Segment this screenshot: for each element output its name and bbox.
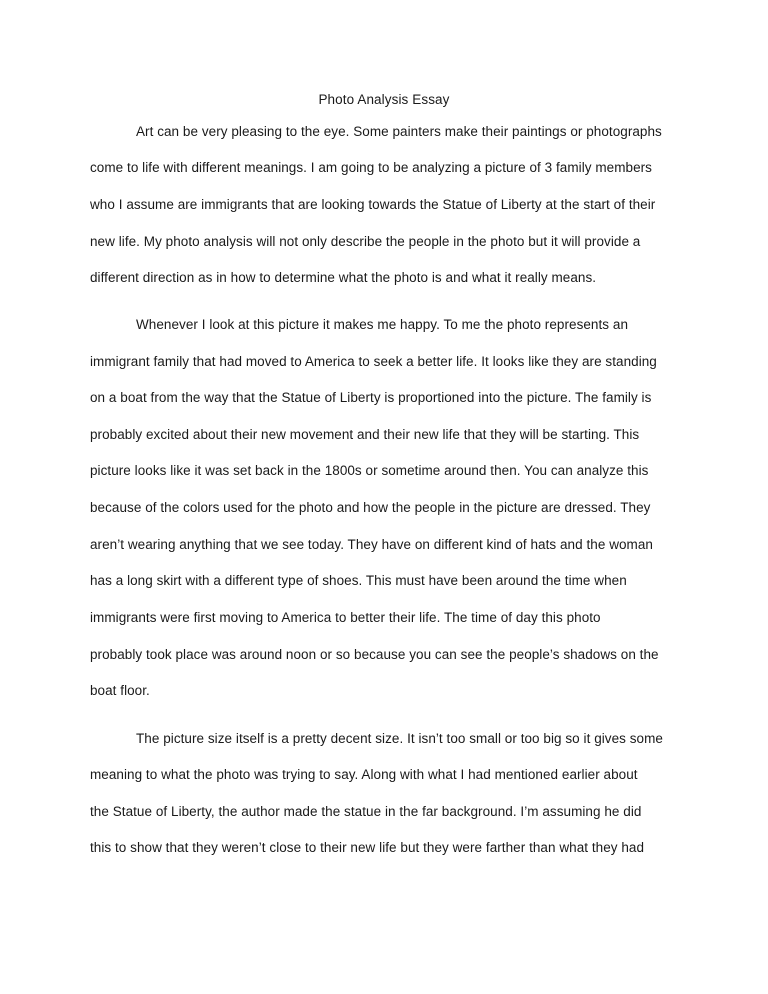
- paragraph-1-line-3: who I assume are immigrants that are looking towards the Statue of Liberty at the start of their: [90, 197, 656, 212]
- paragraph-1-line-2: come to life with different meanings. I am going to be analyzing a picture of 3 family members: [90, 160, 652, 175]
- paragraph-2-line-3: on a boat from the way that the Statue of Liberty is proportioned into the picture. The family is: [90, 390, 652, 405]
- paragraph-2-line-7: aren’t wearing anything that we see today. They have on different kind of hats and the woman: [90, 537, 653, 552]
- paragraph-2-line-2: immigrant family that had moved to America to seek a better life. It looks like they are standing: [90, 354, 657, 369]
- paragraph-2-line-5: picture looks like it was set back in the 1800s or sometime around then. You can analyze this: [90, 463, 649, 478]
- paragraph-3-line-3: the Statue of Liberty, the author made the statue in the far background. I’m assuming he did: [90, 804, 642, 819]
- document-title: Photo Analysis Essay: [318, 92, 450, 107]
- paragraph-2-line-10: probably took place was around noon or so because you can see the people’s shadows on the: [90, 647, 659, 662]
- paragraph-2-line-4: probably excited about their new movement and their new life that they will be starting. This: [90, 427, 640, 442]
- paragraph-1-line-4: new life. My photo analysis will not only describe the people in the photo but it will provide a: [90, 234, 641, 249]
- paragraph-2-line-11: boat floor.: [90, 683, 150, 698]
- paragraph-2-line-9: immigrants were first moving to America to better their life. The time of day this photo: [90, 610, 601, 625]
- paragraph-2-line-8: has a long skirt with a different type of shoes. This must have been around the time when: [90, 573, 627, 588]
- paragraph-2-line-1: Whenever I look at this picture it makes me happy. To me the photo represents an: [136, 317, 629, 332]
- paragraph-2-line-6: because of the colors used for the photo and how the people in the picture are dressed. They: [90, 500, 651, 515]
- paragraph-3-line-4: this to show that they weren’t close to their new life but they were farther than what they had: [90, 840, 645, 855]
- paragraph-3-line-2: meaning to what the photo was trying to say. Along with what I had mentioned earlier about: [90, 767, 638, 782]
- paragraph-1-line-1: Art can be very pleasing to the eye. Some painters make their paintings or photographs: [136, 124, 662, 139]
- paragraph-3-line-1: The picture size itself is a pretty decent size. It isn’t too small or too big so it gives some: [136, 731, 663, 746]
- paragraph-1-line-5: different direction as in how to determine what the photo is and what it really means.: [90, 270, 597, 285]
